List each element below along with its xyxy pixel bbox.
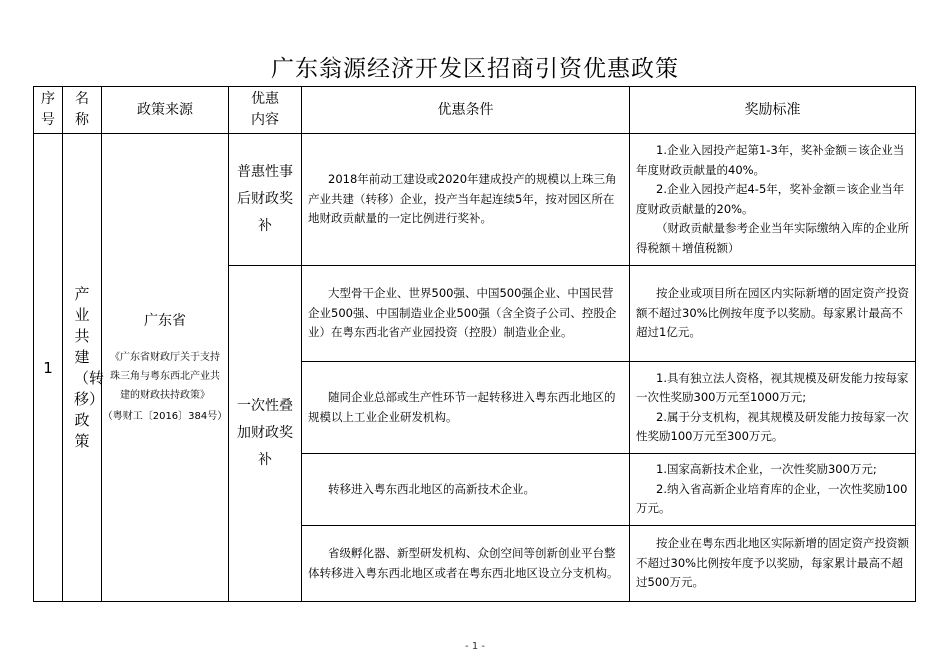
content-cell: 普惠性事后财政奖补 [229,134,302,266]
policy-source-cell [102,134,229,602]
condition-cell: 转移进入粤东西北地区的高新技术企业。 [302,454,630,526]
source-document-number: （粤财工〔2016〕384号） [102,410,228,422]
reward-cell: 按企业在粤东西北地区实际新增的固定资产投资额不超过30%比例按年度予以奖励，每家累计最高不超过500万元。 [630,526,916,602]
reward-cell: 按企业或项目所在园区内实际新增的固定资产投资额不超过30%比例按年度予以奖励。每家累计最高不超过1亿元。 [630,266,916,362]
header-content: 优惠内容 [229,87,302,134]
header-condition: 优惠条件 [302,87,630,134]
header-row [34,87,916,134]
header-name: 名称 [63,87,102,134]
condition-cell: 大型骨干企业、世界500强、中国500强企业、中国民营企业500强、中国制造业企业500强（含全资子公司、控股企业）在粤东西北省产业园投资（控股）制造业企业。 [302,266,630,362]
reward-cell: 1.具有独立法人资格，视其规模及研发能力按每家一次性奖励300万元至1000万元; 2.属于分支机构，视其规模及研发能力按每家一次性奖励100万元至300万元。 [630,362,916,454]
condition-cell: 省级孵化器、新型研发机构、众创空间等创新创业平台整体转移进入粤东西北地区或者在粤东西北地区设立分支机构。 [302,526,630,602]
content-cell: 一次性叠加财政奖补 [229,266,302,602]
reward-cell: 1.国家高新技术企业，一次性奖励300万元; 2.纳入省高新企业培育库的企业，一次性奖励100万元。 [630,454,916,526]
source-document: 《广东省财政厅关于支持珠三角与粤东西北产业共建的财政扶持政策》 [110,351,220,401]
reward-cell: 1.企业入园投产起第1-3年，奖补金额＝该企业当年度财政贡献量的40%。 2.企业入园投产起4-5年，奖补金额＝该企业当年度财政贡献量的20%。 （财政贡献量参考企业当年实际缴纳入库的企业所得税额＋增值税额） [630,134,916,266]
seq-cell: 1 [34,134,63,602]
header-source: 政策来源 [102,87,229,134]
header-reward: 奖励标准 [630,87,916,134]
condition-cell: 2018年前动工建设或2020年建成投产的规模以上珠三角产业共建（转移）企业，投产当年起连续5年，按对园区所在地财政贡献量的一定比例进行奖补。 [302,134,630,266]
table-row [34,134,916,266]
header-seq: 序号 [34,87,63,134]
source-main: 广东省 [144,312,186,329]
page-number: - 1 - [465,641,485,652]
page-title: 广东翁源经济开发区招商引资优惠政策 [271,56,679,82]
condition-cell: 随同企业总部或生产性环节一起转移进入粤东西北地区的规模以上工业企业研发机构。 [302,362,630,454]
policy-table [33,86,916,602]
policy-name-cell: 产业共建（转移）政策 [63,134,102,602]
